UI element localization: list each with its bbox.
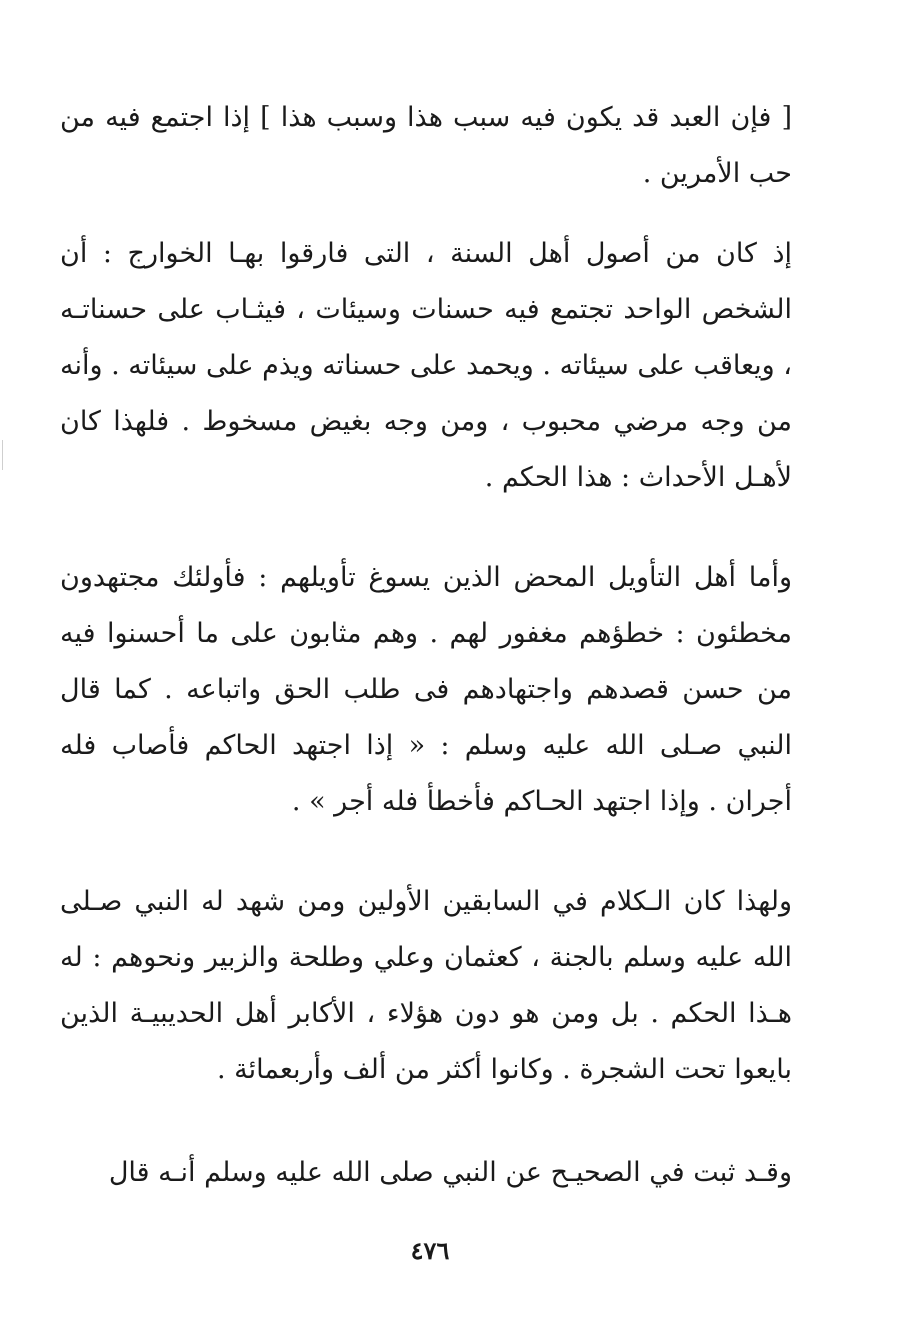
paragraph-1: [ فإن العبد قد يكون فيه سبب هذا وسبب هذا ] إذا اجتمع فيه من حب الأمرين . [60, 102, 792, 189]
paragraph-3: وأما أهل التأويل المحض الذين يسوغ تأويلهم : فأولئك مجتهدون مخطئون : خطؤهم مغفور لهم . وهم مثابون على ما أحسنوا فيه من حسن قصدهم واجتهادهم فى طلب الحق واتباعه . كما قال النبي صـلى الله عليه وسلم : « إذا اجتهد الحاكم فأصاب فله أجران . وإذا اجتهد الحـاكم فأخطأ فله أجر » . [60, 562, 792, 817]
page-number: ٤٧٦ [410, 1236, 450, 1265]
paragraph-4: ولهذا كان الـكلام في السابقين الأولين ومن شهد له النبي صـلى الله عليه وسلم بالجنة ، كعثمان وعلي وطلحة والزبير ونحوهم : له هـذا الحكم . بل ومن هو دون هؤلاء ، الأكابر أهل الحديبيـة الذين بايعوا تحت الشجرة . وكانوا أكثر من ألف وأربعمائة . [60, 886, 792, 1085]
scan-edge-mark [2, 440, 3, 470]
paragraph-2: إذ كان من أصول أهل السنة ، التى فارقوا بهـا الخوارج : أن الشخص الواحد تجتمع فيه حسنات وسيئات ، فيثـاب على حسناتـه ، ويعاقب على سيئاته . ويحمد على حسناته ويذم على سيئاته . وأنه من وجه مرضي محبوب ، ومن وجه بغيض مسخوط . فلهذا كان لأهـل الأحداث : هذا الحكم . [60, 238, 792, 493]
paragraph-5: وقـد ثبت في الصحيـح عن النبي صلى الله عليه وسلم أنـه قال [108, 1157, 792, 1188]
